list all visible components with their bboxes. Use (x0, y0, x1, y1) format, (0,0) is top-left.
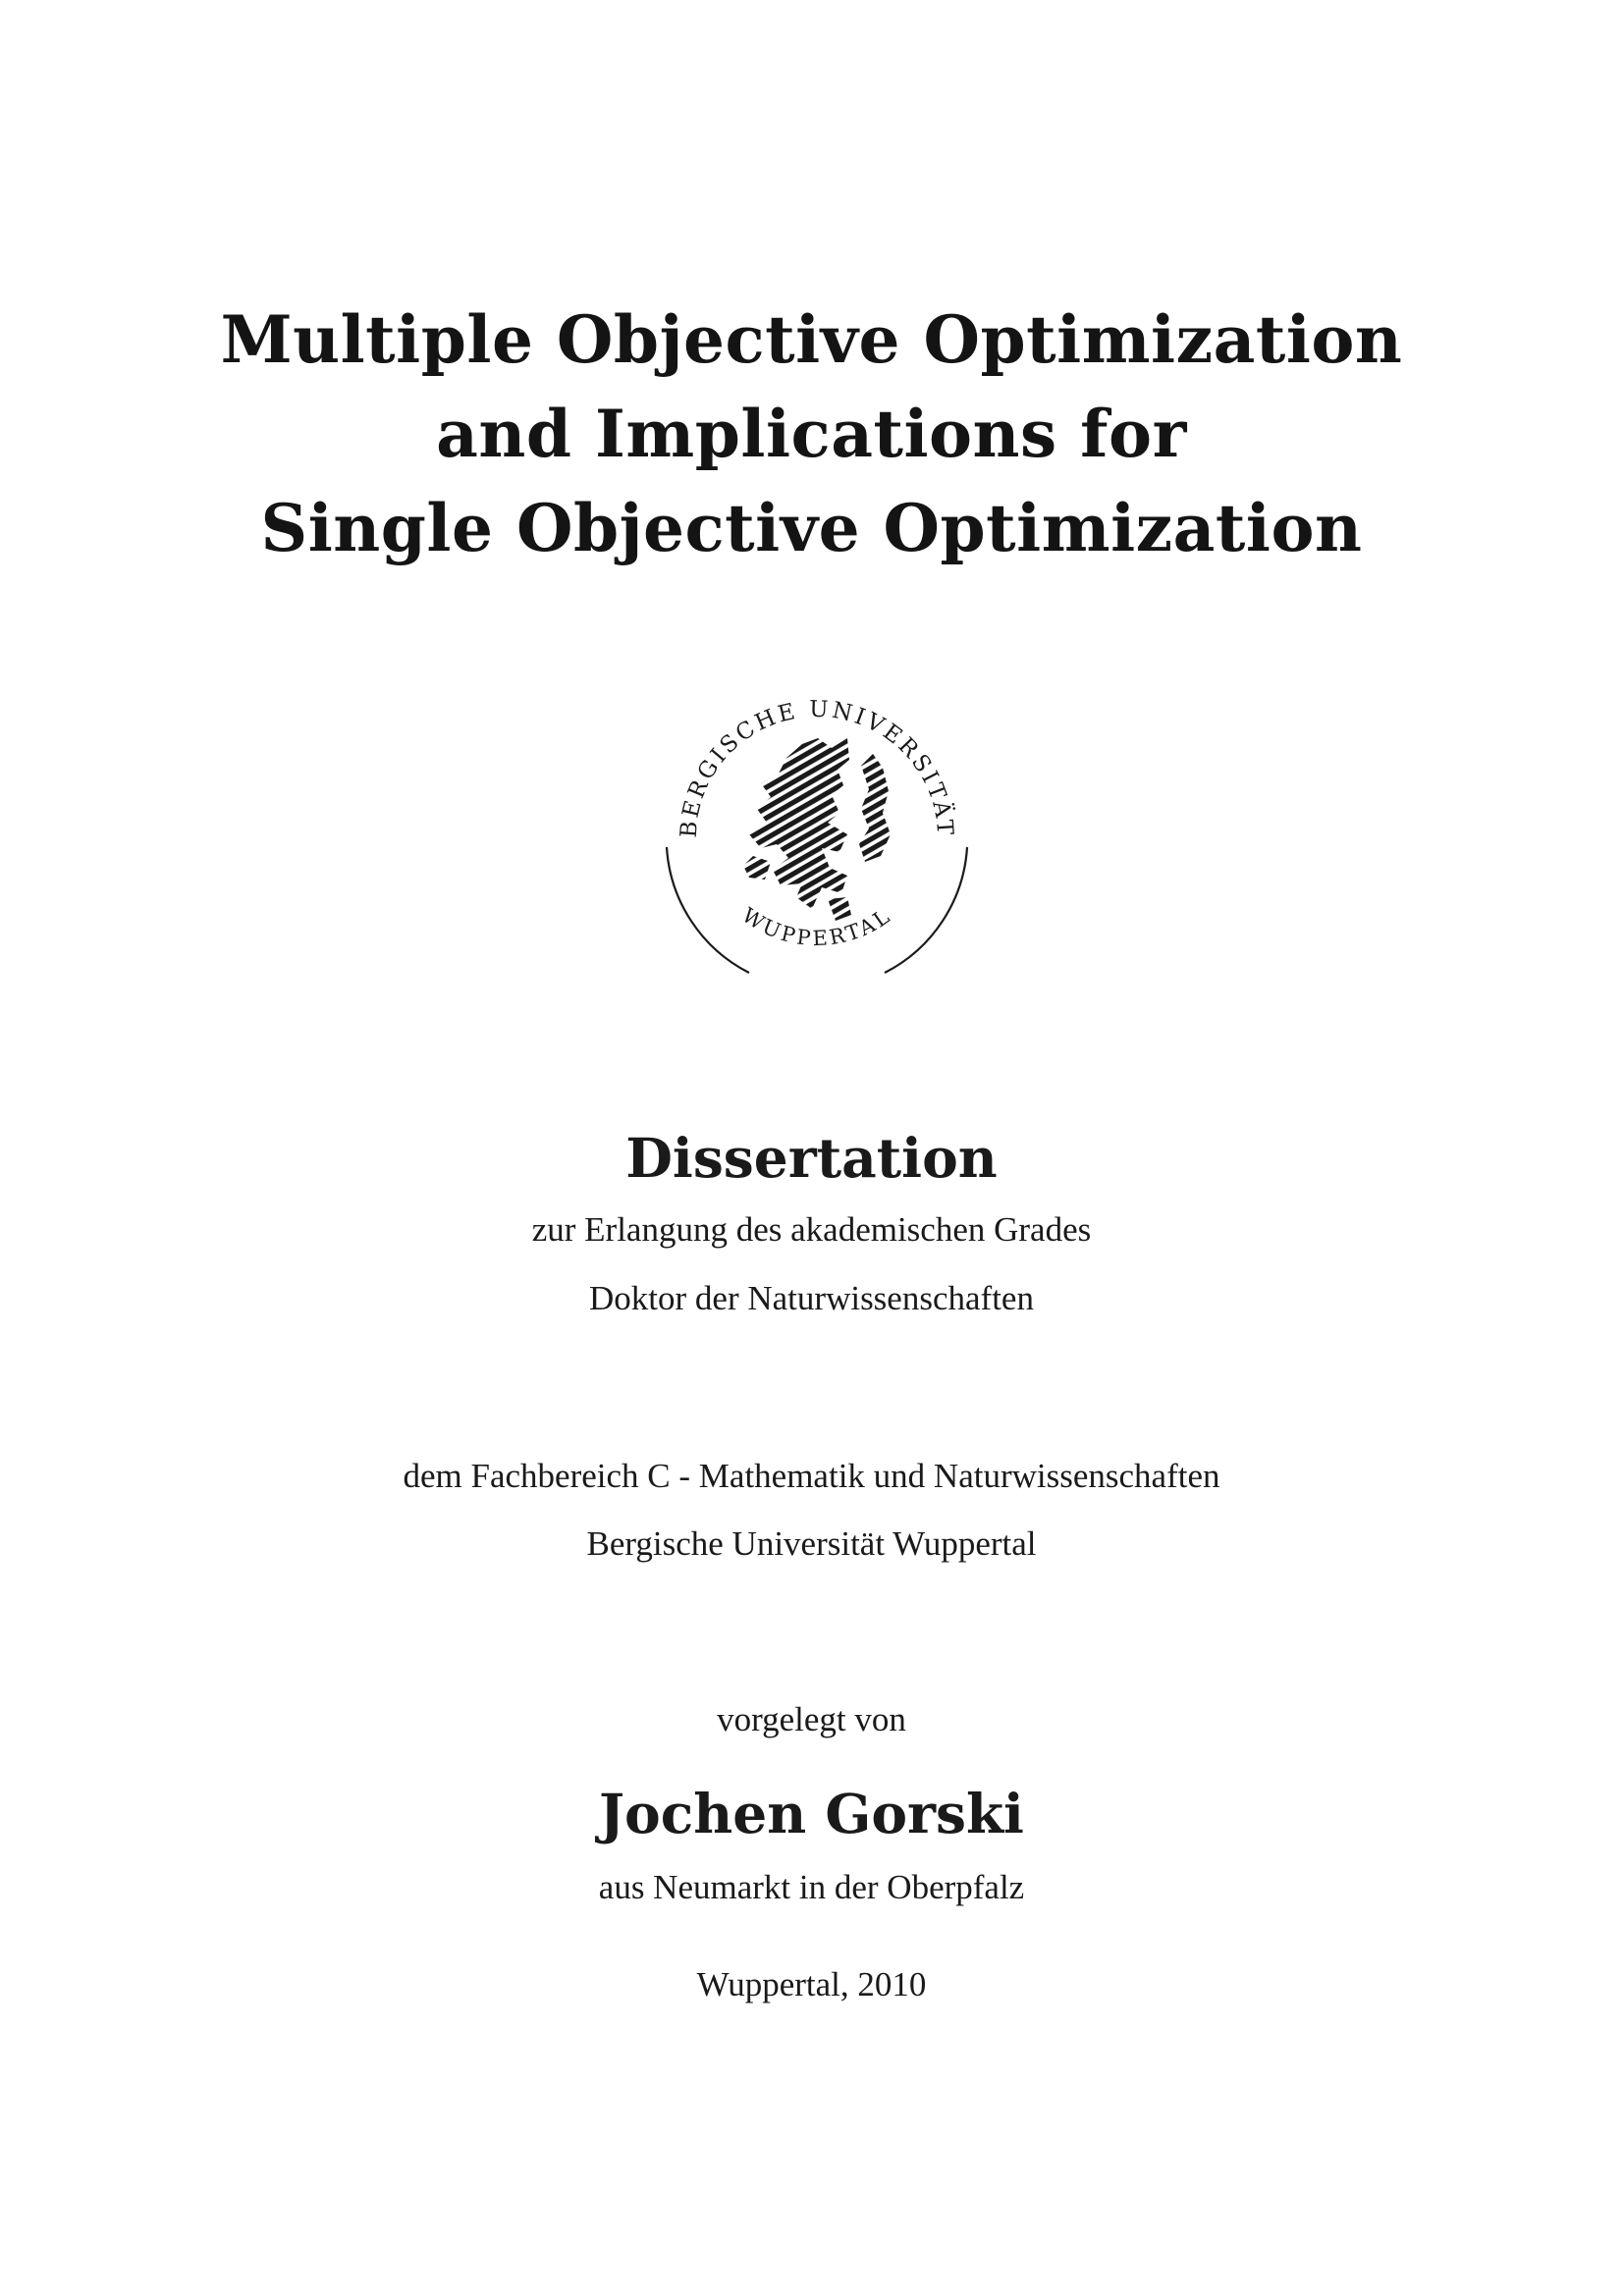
title-line-3: Single Objective Optimization (260, 490, 1363, 566)
title-line-1: Multiple Objective Optimization (220, 301, 1403, 378)
author-name: Jochen Gorski (599, 1782, 1024, 1845)
lion-emblem-icon (743, 738, 891, 921)
presented-by-text: vorgelegt von (717, 1700, 906, 1738)
faculty-text: dem Fachbereich C - Mathematik und Naturwissenschaften (403, 1457, 1220, 1495)
title-line-2: and Implications for (436, 396, 1187, 472)
author-origin-text: aus Neumarkt in der Oberpfalz (598, 1868, 1025, 1906)
university-seal-icon (655, 675, 979, 999)
seal-top-text: BERGISCHE UNIVERSITÄT (676, 696, 958, 839)
place-date-text: Wuppertal, 2010 (696, 1965, 927, 2003)
degree-name-text: Doktor der Naturwissenschaften (589, 1279, 1034, 1317)
degree-purpose-text: zur Erlangung des akademischen Grades (531, 1210, 1092, 1249)
thesis-title (0, 293, 1623, 575)
seal-bottom-text: WUPPERTAL (737, 903, 896, 951)
university-name-text: Bergische Universität Wuppertal (586, 1524, 1037, 1563)
dissertation-heading: Dissertation (625, 1126, 998, 1190)
